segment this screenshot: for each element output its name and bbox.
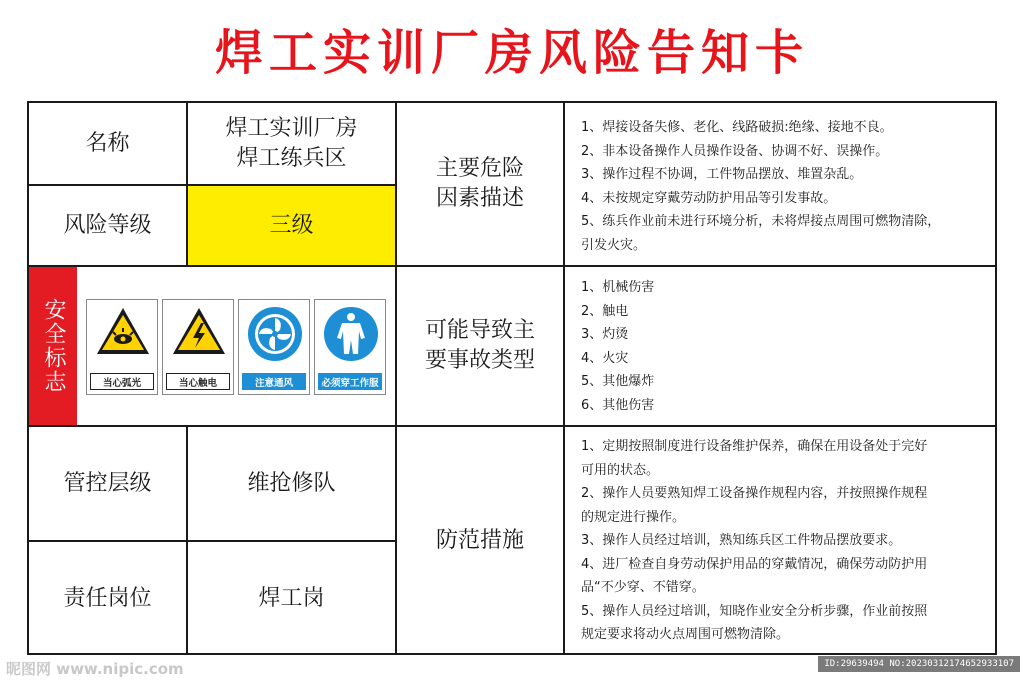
responsible-post-label: 责任岗位 (63, 585, 152, 611)
ventilation-icon (247, 306, 303, 362)
list-item: 2、操作人员要熟知焊工设备操作规程内容，并按照操作规程 (581, 486, 928, 501)
list-item: 3、操作过程不协调，工件物品摆放、堆置杂乱。 (581, 167, 863, 182)
measures-label: 防范措施 (435, 528, 524, 553)
responsible-post-value: 焊工岗 (258, 585, 325, 611)
risk-level-value: 三级 (188, 186, 395, 265)
list-item: 5、其他爆炸 (581, 374, 655, 389)
main-hazards-label-line-2: 因素描述 (435, 186, 524, 211)
list-item: 2、非本设备操作人员操作设备、协调不好、误操作。 (581, 143, 889, 159)
safety-signs-tag (29, 267, 77, 425)
hazards-list (581, 116, 940, 257)
risk-card-table (27, 101, 997, 655)
list-item: 1、机械伤害 (581, 280, 655, 295)
control-level-value: 维抢修队 (247, 470, 336, 496)
name-label: 名称 (85, 130, 130, 156)
list-item: 4、火灾 (581, 350, 629, 366)
list-item: 1、焊接设备失修、老化、线路破损:绝缘、接地不良。 (581, 120, 893, 135)
main-hazards-label-line-1: 主要危险 (435, 156, 524, 181)
list-item: 6、其他伤害 (581, 397, 655, 413)
sign-ventilation (238, 299, 310, 395)
list-item: 品“不少穿、不错穿。 (581, 580, 705, 595)
name-value-line-1: 焊工实训厂房 (225, 115, 358, 141)
sign-caption: 当心弧光 (90, 373, 154, 390)
control-level-label: 管控层级 (63, 470, 152, 496)
electric-shock-warning-icon (171, 306, 227, 358)
list-item: 的规定进行操作。 (581, 509, 686, 525)
risk-level-label: 风险等级 (63, 212, 152, 238)
watermark-left: 昵图网 www.nipic.com (6, 660, 184, 678)
list-item: 5、练兵作业前未进行环境分析，未将焊接点周围可燃物清除， (581, 214, 941, 229)
sign-caption: 当心触电 (166, 373, 230, 390)
sign-work-clothes (314, 299, 386, 395)
list-item: 可用的状态。 (581, 462, 660, 478)
arc-light-warning-icon (95, 306, 151, 358)
possible-accidents-label-line-1: 可能导致主 (424, 318, 535, 343)
list-item: 规定要求将动火点周围可燃物清除。 (581, 627, 790, 642)
list-item: 2、触电 (581, 303, 629, 319)
accidents-list (581, 276, 654, 417)
sign-arc-light (86, 299, 158, 395)
page-title: 焊工实训厂房风险告知卡 (214, 25, 809, 81)
work-clothes-icon (323, 306, 379, 362)
list-item: 引发火灾。 (581, 237, 647, 253)
main-hazards-label (397, 103, 563, 265)
sign-electric-shock (162, 299, 234, 395)
sign-caption: 注意通风 (242, 373, 306, 390)
list-item: 1、定期按照制度进行设备维护保养，确保在用设备处于完好 (581, 439, 928, 454)
possible-accidents-label (397, 267, 563, 425)
safety-signs-label: 安全标志 (41, 298, 66, 394)
list-item: 4、进厂检查自身劳动保护用品的穿戴情况，确保劳动防护用 (581, 556, 928, 572)
name-value-line-2: 焊工练兵区 (236, 145, 347, 171)
list-item: 3、灼烫 (581, 327, 629, 342)
sign-caption: 必须穿工作服 (318, 373, 382, 390)
watermark-right: ID:29639494 NO:20230312174652933107 (818, 656, 1020, 672)
list-item: 4、未按规定穿戴劳动防护用品等引发事故。 (581, 190, 837, 206)
name-value (188, 103, 395, 184)
list-item: 5、操作人员经过培训，知晓作业安全分析步骤，作业前按照 (581, 603, 928, 619)
list-item: 3、操作人员经过培训，熟知练兵区工件物品摆放要求。 (581, 533, 902, 548)
measures-list (581, 435, 927, 647)
possible-accidents-label-line-2: 要事故类型 (424, 348, 535, 373)
